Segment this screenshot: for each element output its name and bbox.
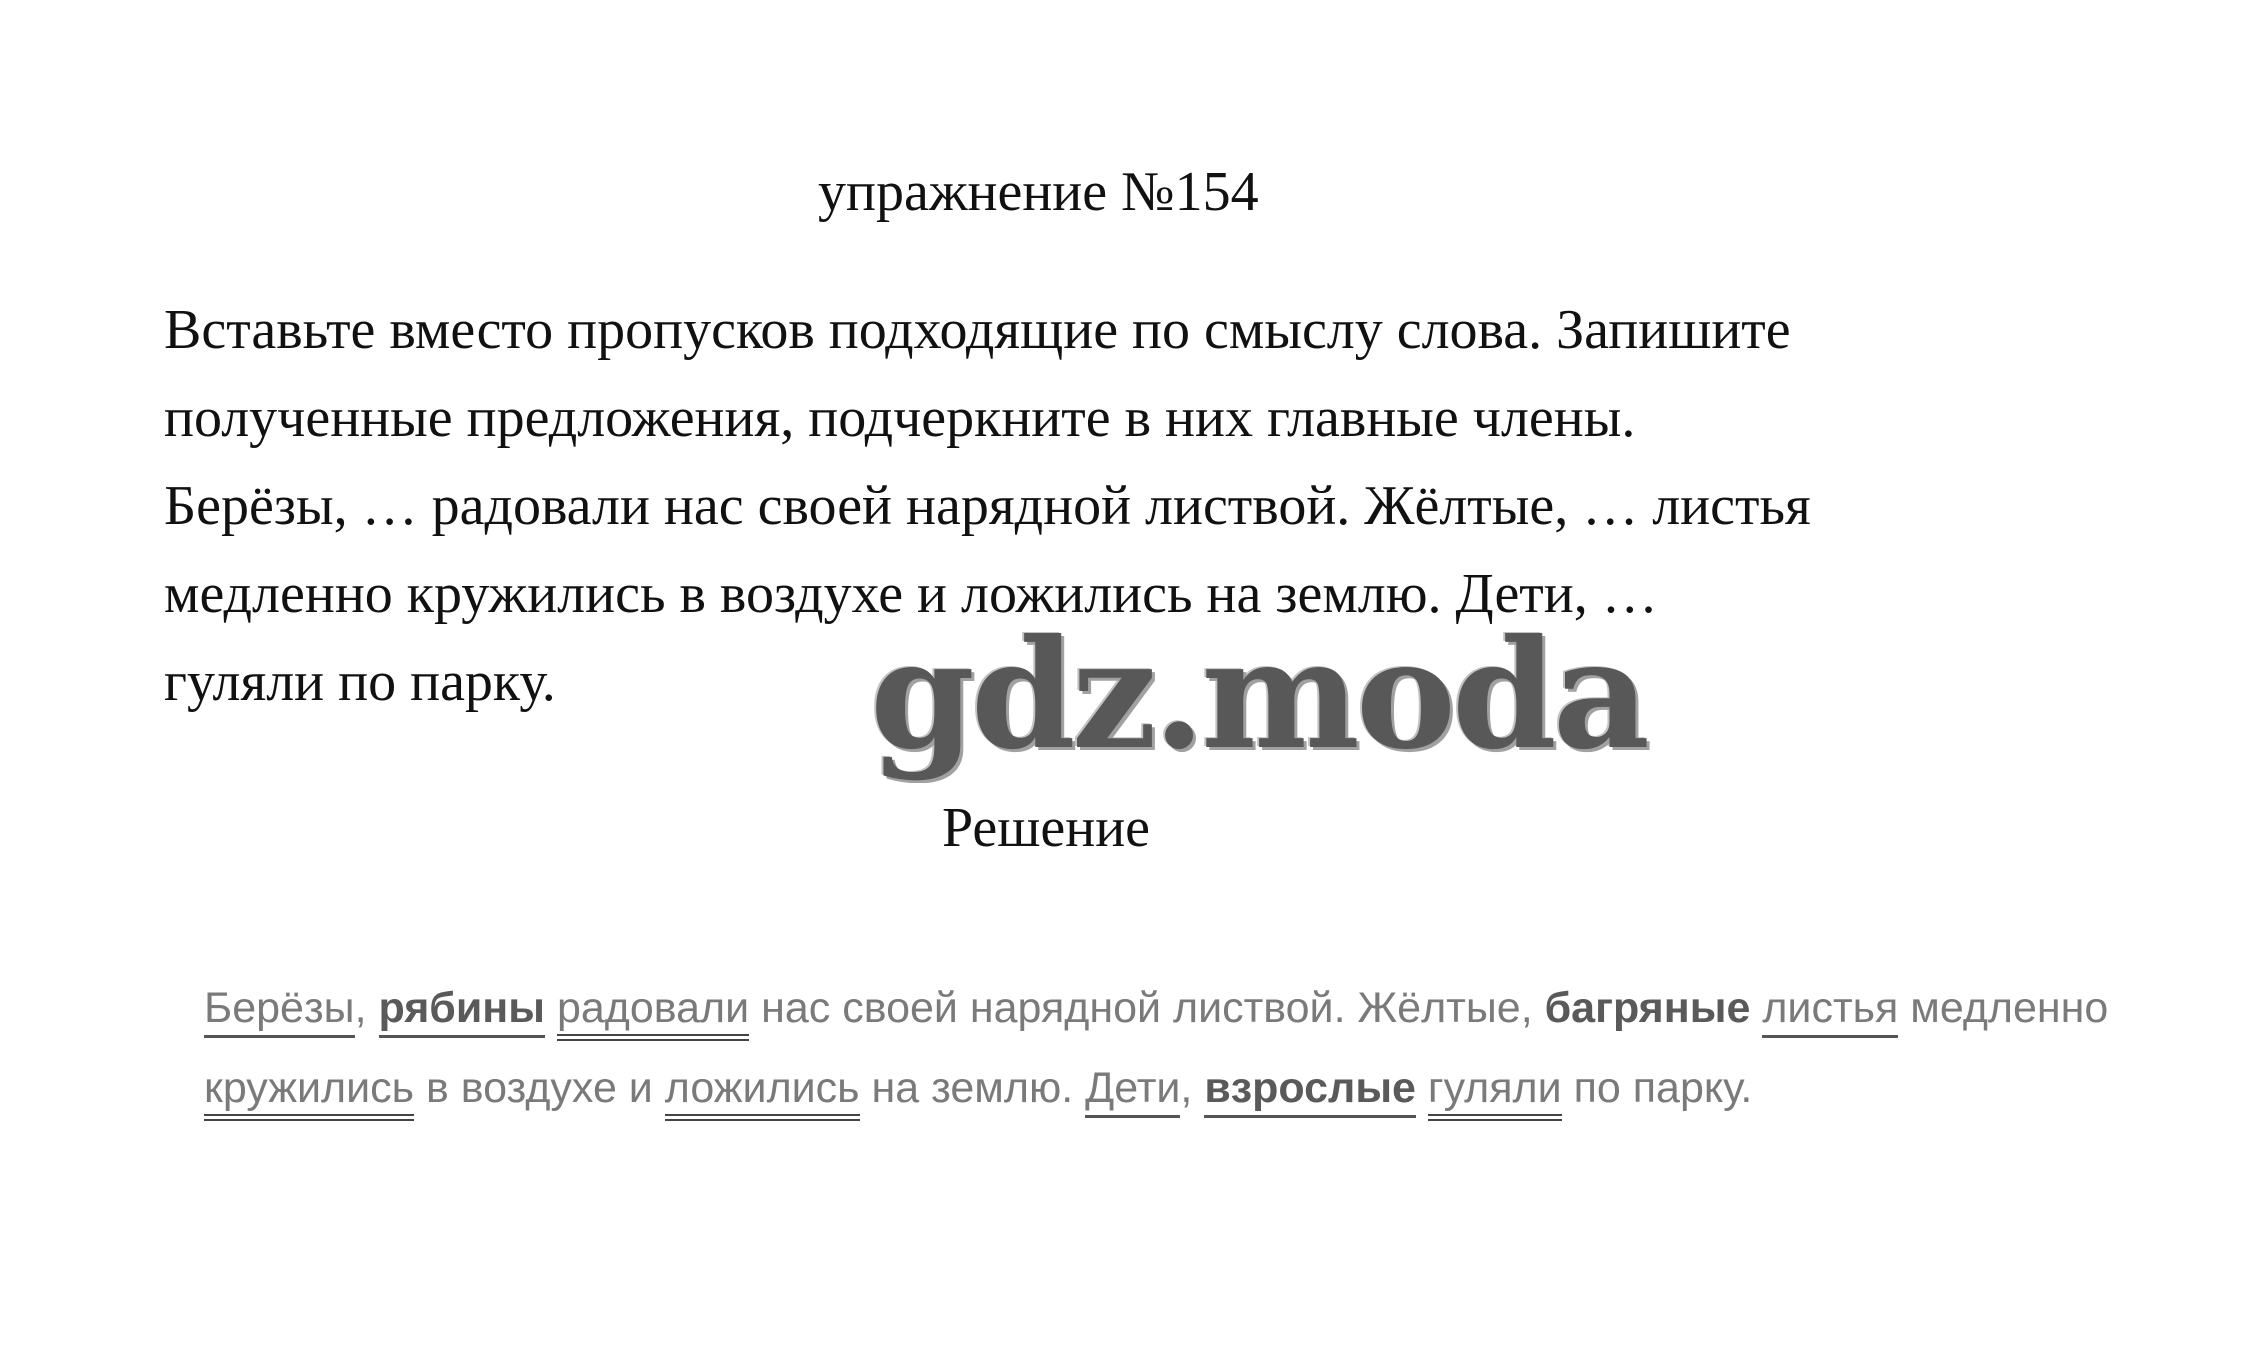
subject-word: Берёзы xyxy=(204,984,355,1038)
plain-text: на землю. xyxy=(859,1064,1086,1112)
task-line: гуляли по парку. xyxy=(164,651,556,713)
plain-text: , xyxy=(1180,1064,1205,1112)
plain-text xyxy=(545,984,557,1032)
plain-text: в воздухе и xyxy=(414,1064,665,1112)
predicate-word: радовали xyxy=(557,984,749,1041)
plain-text: медленно xyxy=(1898,984,2109,1032)
watermark-logo: gdz.moda xyxy=(870,607,1647,783)
exercise-title: упражнение №154 xyxy=(818,161,1259,223)
solution-line xyxy=(204,980,2108,1036)
task-line: Вставьте вместо пропусков подходящие по смыслу слова. Запишите xyxy=(164,299,1791,361)
plain-text: нас своей нарядной листвой. Жёлтые, xyxy=(749,984,1545,1032)
inserted-subject-word: взрослые xyxy=(1204,1064,1416,1118)
plain-text: , xyxy=(354,984,379,1032)
plain-text xyxy=(1416,1064,1428,1112)
plain-text xyxy=(1750,984,1762,1032)
predicate-word: ложились xyxy=(665,1064,860,1121)
subject-word: листья xyxy=(1762,984,1898,1038)
subject-word: Дети xyxy=(1085,1064,1180,1118)
task-line: полученные предложения, подчеркните в них главные члены. xyxy=(164,387,1636,449)
predicate-word: кружились xyxy=(204,1064,414,1121)
plain-text: по парку. xyxy=(1561,1064,1753,1112)
predicate-word: гуляли xyxy=(1428,1064,1562,1121)
solution-line xyxy=(204,1060,1752,1116)
task-line: Берёзы, … радовали нас своей нарядной листвой. Жёлтые, … листья xyxy=(164,475,1811,537)
inserted-subject-word: рябины xyxy=(379,984,545,1038)
task-line: медленно кружились в воздухе и ложились на землю. Дети, … xyxy=(164,563,1658,625)
inserted-word: багряные xyxy=(1544,984,1751,1032)
solution-heading: Решение xyxy=(942,797,1151,859)
